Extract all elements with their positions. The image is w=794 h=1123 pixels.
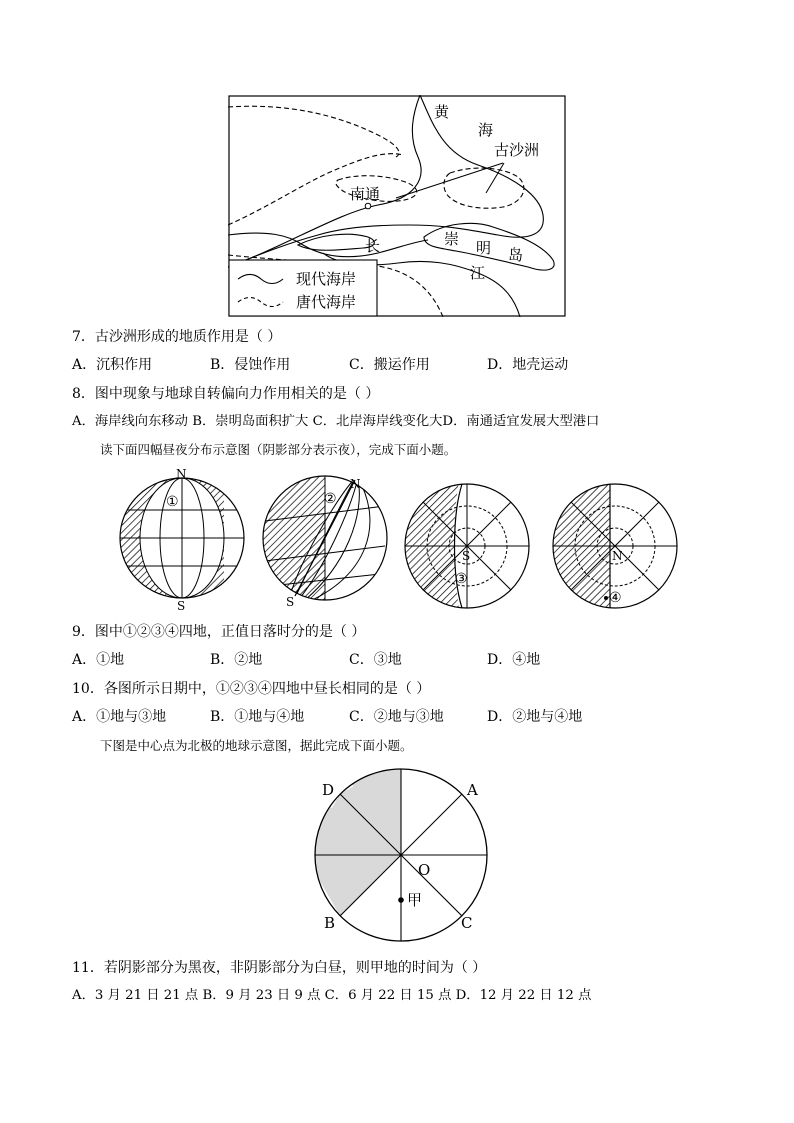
nantong-label: 南通 <box>350 185 381 203</box>
polar-label-jia: 甲 <box>407 891 423 909</box>
q7-option-b: B．侵蚀作用 <box>210 357 291 373</box>
river-char-1: 长 <box>365 237 381 255</box>
q11-options: A．3 月 21 日 21 点 B．9 月 23 日 9 点 C．6 月 22 日 15 点 D．12 月 22 日 12 点 <box>72 988 592 1003</box>
globe2-S: S <box>286 595 295 609</box>
q10-option-a: A．①地与③地 <box>72 709 167 725</box>
sea-char-1: 黄 <box>434 103 450 121</box>
globe1-marker: ① <box>166 494 179 510</box>
globe4-N: N <box>612 549 623 563</box>
question-9-stem: 9．图中①②③④四地，正值日落时分的是（ ） <box>72 624 366 640</box>
chongming-char-3: 岛 <box>508 246 524 264</box>
polar-label-C: C <box>461 914 473 932</box>
intro-polar: 下图是中心点为北极的地球示意图，据此完成下面小题。 <box>100 738 413 753</box>
q10-option-c: C．②地与③地 <box>349 709 444 725</box>
q9-option-c: C．③地 <box>349 652 402 668</box>
globe2-marker: ② <box>324 491 337 507</box>
sea-char-2: 海 <box>478 121 494 139</box>
q7-option-d: D．地壳运动 <box>487 357 569 373</box>
question-11-stem: 11．若阴影部分为黑夜，非阴影部分为白昼，则甲地的时间为（ ） <box>72 960 487 976</box>
q9-option-d: D．④地 <box>487 652 541 668</box>
globe4-marker: ④ <box>609 590 622 606</box>
globe2-N: N <box>350 477 361 491</box>
polar-label-D: D <box>322 781 335 799</box>
globe3-marker: ③ <box>455 571 468 587</box>
q10-option-d: D．②地与④地 <box>487 709 583 725</box>
q8-options: A．海岸线向东移动 B．崇明岛面积扩大 C．北岸海岸线变化大D．南通适宜发展大型港口 <box>72 414 600 429</box>
globe1-N: N <box>176 467 187 481</box>
polar-label-O: O <box>418 861 431 879</box>
yangtze-estuary-map <box>228 95 568 319</box>
q7-option-c: C．搬运作用 <box>349 357 430 373</box>
day-night-globes <box>110 466 690 616</box>
legend-modern-label: 现代海岸 <box>296 270 357 288</box>
q9-option-a: A．①地 <box>72 652 125 668</box>
river-char-2: 江 <box>470 264 486 282</box>
intro-day-night: 读下面四幅昼夜分布示意图（阴影部分表示夜），完成下面小题。 <box>100 442 457 457</box>
chongming-char-2: 明 <box>476 239 492 257</box>
question-7-stem: 7．古沙洲形成的地质作用是（ ） <box>72 329 282 345</box>
globe1-S: S <box>177 599 186 613</box>
nantong-dot <box>365 203 371 209</box>
globe-2 <box>260 466 395 616</box>
polar-label-A: A <box>467 781 478 799</box>
globe3-S: S <box>462 549 471 563</box>
legend-tang-label: 唐代海岸 <box>296 293 357 311</box>
globe-3 <box>400 466 550 616</box>
polar-label-B: B <box>324 914 336 932</box>
globe-1 <box>110 466 264 616</box>
q7-option-a: A．沉积作用 <box>72 357 153 373</box>
q10-option-b: B．①地与④地 <box>210 709 305 725</box>
chongming-char-1: 崇 <box>444 230 460 248</box>
polar-diagram <box>305 760 495 945</box>
shazhou-label: 古沙洲 <box>494 141 540 159</box>
question-10-stem: 10．各图所示日期中，①②③④四地中昼长相同的是（ ） <box>72 681 431 697</box>
q9-option-b: B．②地 <box>210 652 263 668</box>
question-8-stem: 8．图中现象与地球自转偏向力作用相关的是（ ） <box>72 386 380 402</box>
